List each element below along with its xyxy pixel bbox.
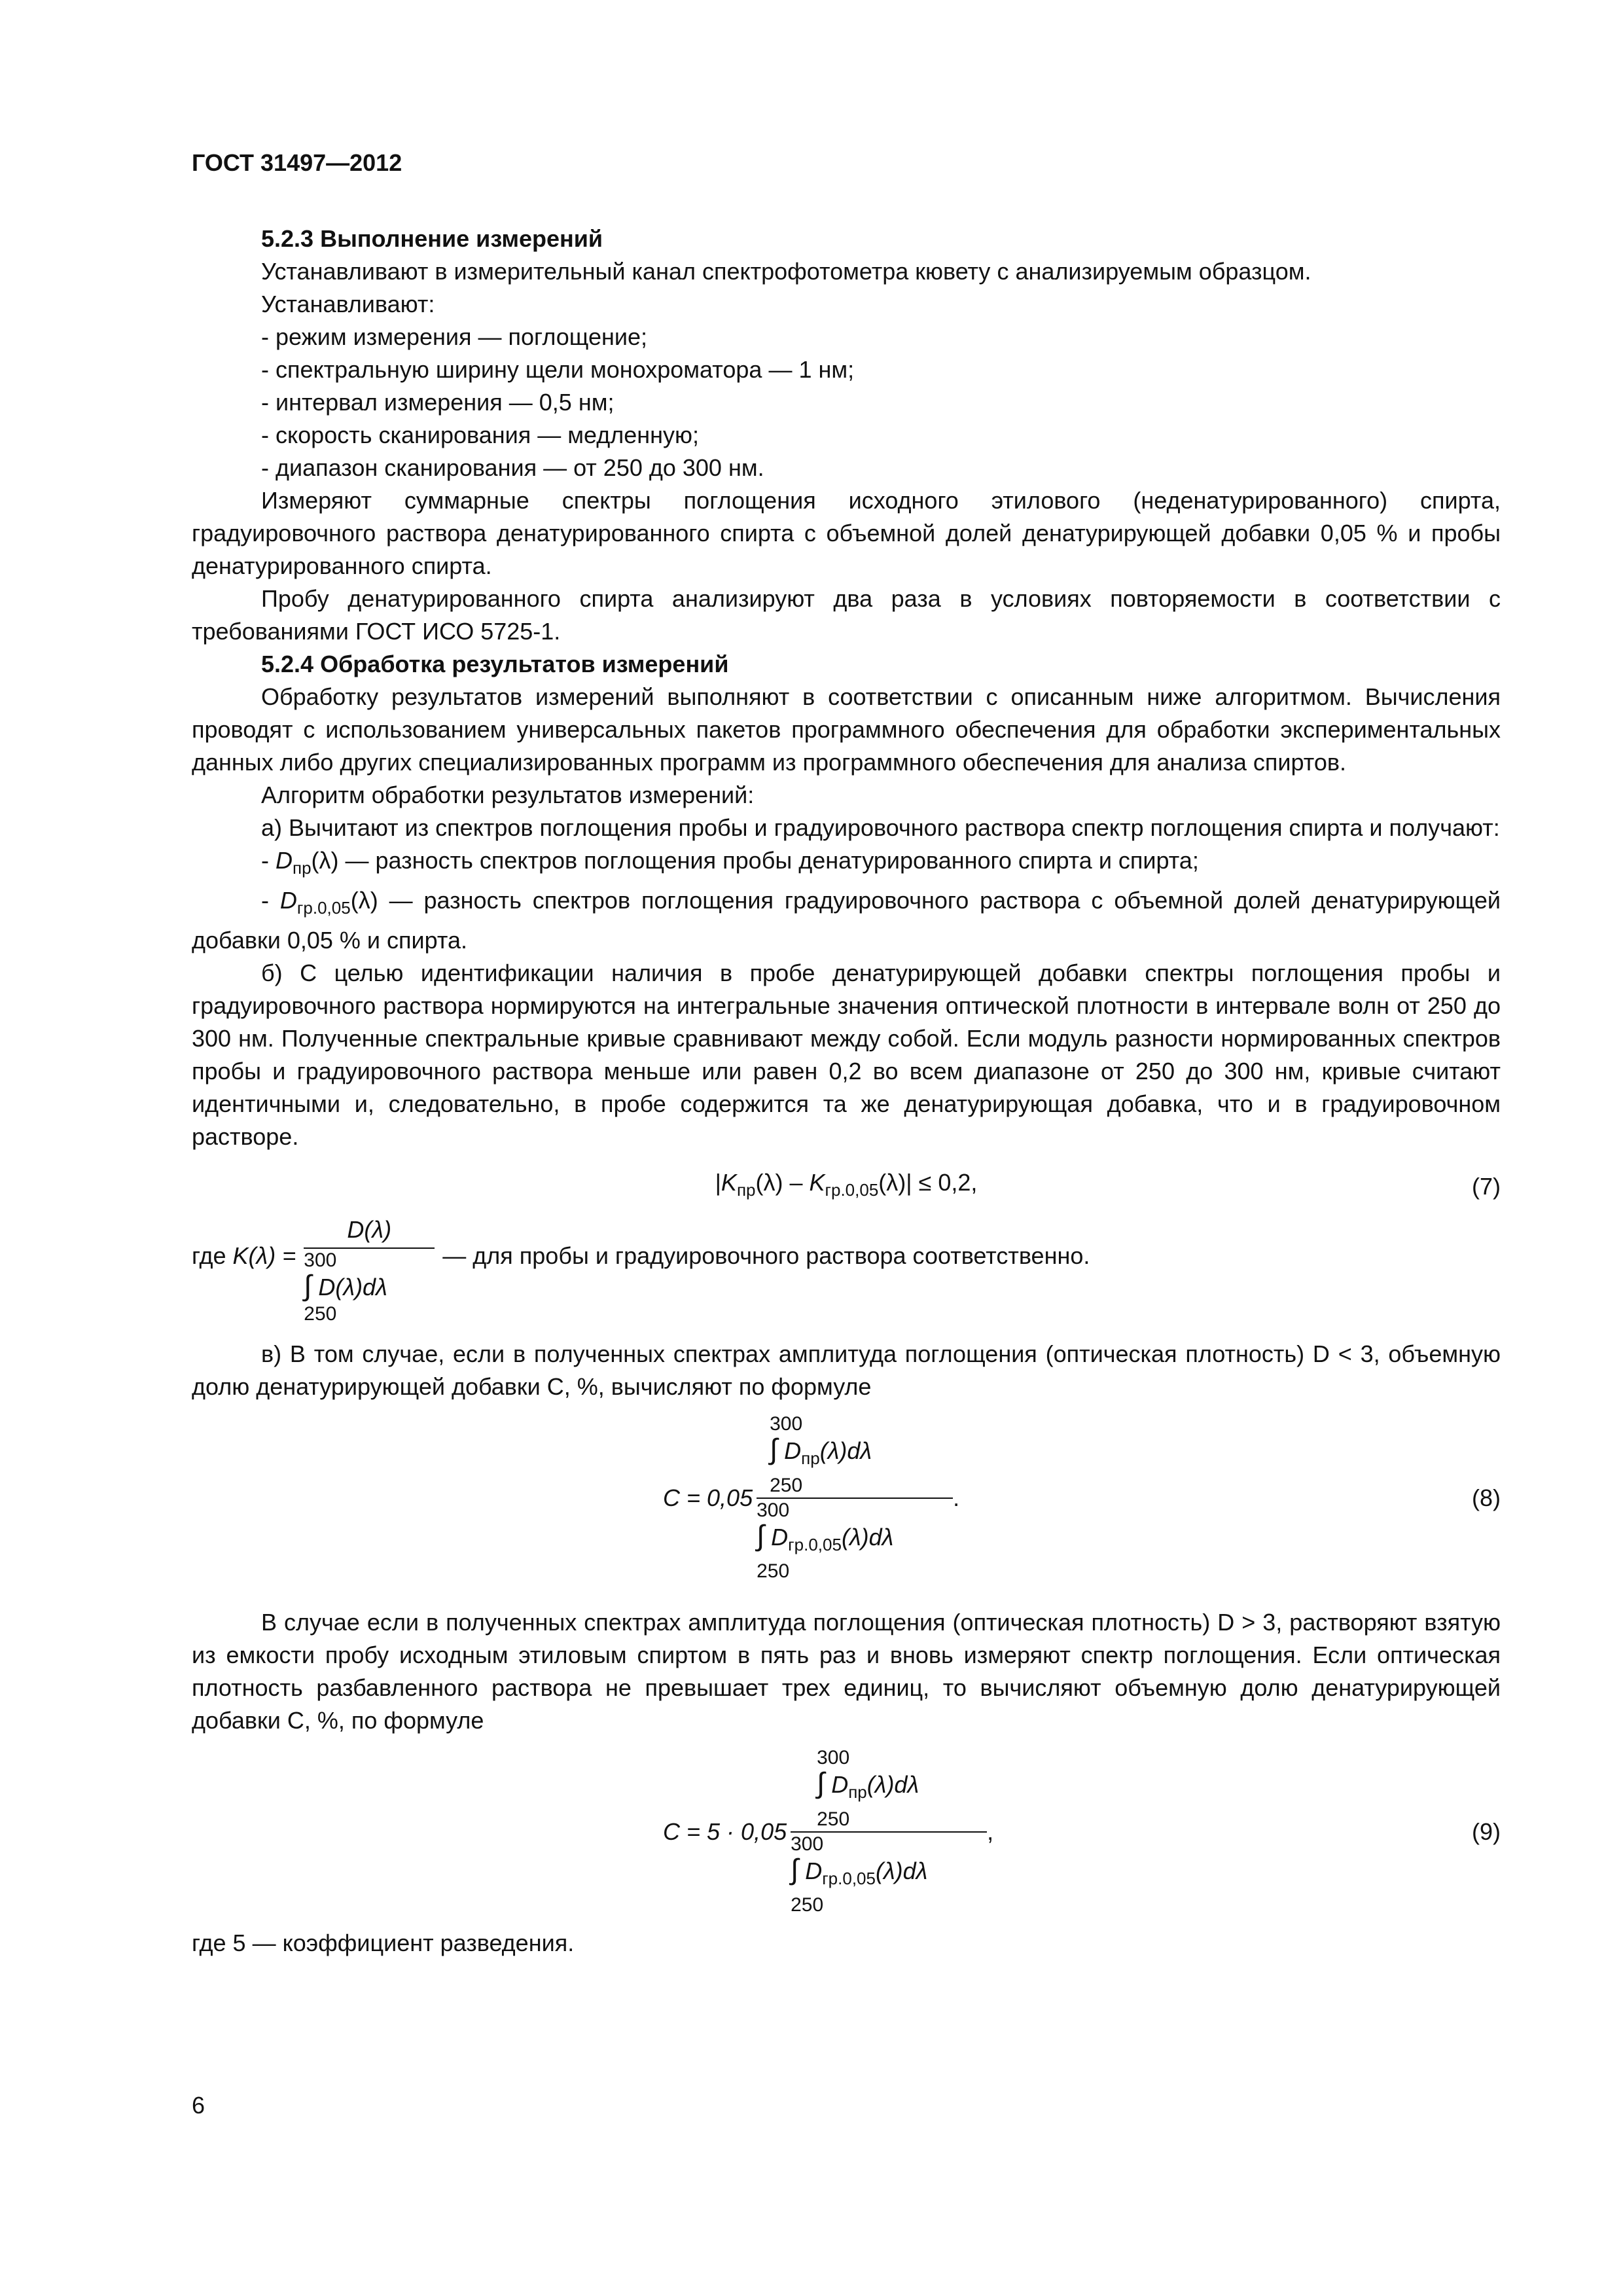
numerator-line — [791, 1768, 987, 1808]
formula-number: (9) — [1472, 1818, 1501, 1845]
formula-part: (λ)dλ — [875, 1857, 928, 1884]
where-k-definition — [192, 1213, 1501, 1325]
section-title-5-2-4: 5.2.4 Обработка результатов измерений — [261, 651, 729, 677]
subscript: пр — [293, 858, 312, 878]
formula-lhs: C = 5 · 0,05 — [663, 1818, 787, 1845]
list-item: - спектральную ширину щели монохроматора — 1 нм; — [261, 356, 855, 383]
integral-upper-limit: 300 — [817, 1747, 850, 1769]
k-fraction — [304, 1213, 435, 1325]
integral-sign-icon: ∫ — [770, 1433, 778, 1466]
fraction-bar — [757, 1498, 953, 1499]
paragraph: Алгоритм обработки результатов измерений: — [261, 781, 755, 808]
formula-end: . — [953, 1484, 960, 1511]
denominator-line — [757, 1521, 953, 1561]
formula-8-fraction — [757, 1414, 953, 1581]
paragraph: Устанавливают в измерительный канал спектрофотометра кювету с анализируемым образцом. — [261, 258, 1311, 285]
page-number: 6 — [192, 2092, 205, 2119]
definition-d-gr — [192, 884, 1501, 957]
symbol-d: D — [279, 887, 297, 914]
list-item: - скорость сканирования — медленную; — [261, 422, 700, 448]
subscript: гр.0,05 — [296, 898, 351, 918]
dash: - — [261, 887, 280, 914]
k-lambda-lhs: K(λ) = — [232, 1242, 296, 1269]
list-item: - режим измерения — поглощение; — [261, 323, 648, 350]
formula-7 — [192, 1166, 1501, 1206]
integral-lower-limit: 250 — [757, 1560, 790, 1582]
formula-7-body — [192, 1166, 1501, 1206]
symbol-d: D — [805, 1857, 823, 1884]
integral-upper-limit: 300 — [304, 1249, 337, 1271]
definition-text: (λ) — разность спектров поглощения пробы денатурированного спирта и спирта; — [311, 847, 1199, 874]
definition-d-pr — [192, 844, 1501, 884]
integral-upper-limit: 300 — [770, 1413, 803, 1435]
numerator-line — [757, 1435, 953, 1475]
integral-sign-icon: ∫ — [757, 1519, 765, 1552]
subscript: пр — [736, 1180, 756, 1200]
subscript: гр.0,05 — [822, 1868, 876, 1888]
subscript: гр.0,05 — [788, 1534, 842, 1554]
integral-lower-limit: 250 — [791, 1893, 824, 1916]
subscript: пр — [801, 1448, 820, 1469]
formula-part: (λ)| ≤ 0,2, — [878, 1169, 978, 1196]
integral-sign-icon: ∫ — [817, 1767, 825, 1800]
formula-part: (λ) – — [755, 1169, 810, 1196]
paragraph: где 5 — коэффициент разведения. — [192, 1929, 575, 1956]
symbol-d: D — [831, 1771, 849, 1799]
formula-part: (λ)dλ — [841, 1523, 894, 1551]
definition-text: (λ) — разность спектров поглощения градуировочного раствора с объемной долей денатурирующей добавки 0,05 % и спирта. — [192, 887, 1501, 954]
integral-sign-icon: ∫ — [304, 1269, 312, 1302]
subscript: пр — [848, 1782, 867, 1803]
formula-end: , — [987, 1818, 994, 1845]
paragraph: а) Вычитают из спектров поглощения пробы и градуировочного раствора спектр поглощения спирта и получают: — [261, 814, 1500, 841]
paragraph: Измеряют суммарные спектры поглощения исходного этилового (неденатурированного) спирта, градуировочного раствора денатурированного спирта с объемной долей денатурирующей добавки 0,05 % и пробы денатурированного спирта. — [192, 487, 1501, 579]
page-content — [192, 223, 1501, 1960]
formula-lhs: C = 0,05 — [663, 1484, 753, 1511]
formula-9 — [192, 1744, 1501, 1920]
list-item: - диапазон сканирования — от 250 до 300 нм. — [261, 454, 764, 481]
paragraph: б) С целью идентификации наличия в пробе денатурирующей добавки спектры поглощения пробы и градуировочного раствора нормируются на интегральные значения оптической плотности в интервале волн от 250 до 300 нм. Полученные спектральные кривые сравнивают между собой. Если модуль разности нормированных спектров пробы и градуировочного раствора меньше или равен 0,2 во всем диапазоне от 250 до 300 нм, кривые считают идентичными и, следовательно, в пробе содержится та же денатурирующая добавка, что и в градуировочном растворе. — [192, 960, 1501, 1151]
paragraph: В случае если в полученных спектрах амплитуда поглощения (оптическая плотность) D > 3, растворяют взятую из емкости пробу исходным этиловым спиртом в пять раз и вновь измеряют спектр поглощения. Если оптическая плотность разбавленного раствора не превышает трех единиц, то вычисляют объемную долю денатурирующей добавки C, %, по формуле — [192, 1608, 1501, 1734]
formula-9-body — [663, 1744, 993, 1920]
integral-upper-limit: 300 — [757, 1499, 790, 1521]
integral-lower-limit: 250 — [304, 1302, 337, 1325]
formula-part: (λ)dλ — [819, 1437, 872, 1465]
where-label: где — [192, 1242, 226, 1269]
doc-header: ГОСТ 31497—2012 — [192, 149, 402, 176]
paragraph: Обработку результатов измерений выполняют в соответствии с описанным ниже алгоритмом. Вычисления проводят с использованием универсальных пакетов программного обеспечения для обработки экспериментальных данных либо других специализированных программ из программного обеспечения для анализа спиртов. — [192, 683, 1501, 776]
where-k-text: — для пробы и градуировочного раствора соответственно. — [442, 1242, 1090, 1269]
formula-9-fraction — [791, 1748, 987, 1915]
formula-8-body — [663, 1410, 959, 1587]
symbol-d: D — [276, 847, 293, 874]
dash: - — [261, 847, 276, 874]
paragraph: в) В том случае, если в полученных спектрах амплитуда поглощения (оптическая плотность) D < 3, объемную долю денатурирующей добавки C, %, вычисляют по формуле — [192, 1340, 1501, 1400]
subscript: гр.0,05 — [825, 1180, 879, 1200]
formula-part: (λ)dλ — [866, 1771, 919, 1799]
symbol-d: D — [771, 1523, 789, 1551]
formula-number: (7) — [1472, 1172, 1501, 1200]
paragraph: Устанавливают: — [261, 291, 435, 317]
fraction-bar — [304, 1247, 435, 1249]
integral-line — [304, 1271, 435, 1304]
integral-lower-limit: 250 — [770, 1474, 803, 1496]
integral-lower-limit: 250 — [817, 1808, 850, 1830]
symbol-k: K — [809, 1169, 825, 1196]
formula-part: | — [715, 1169, 721, 1196]
symbol-k: K — [721, 1169, 737, 1196]
formula-number: (8) — [1472, 1484, 1501, 1511]
fraction-denominator: D(λ)dλ — [318, 1273, 387, 1300]
list-item: - интервал измерения — 0,5 нм; — [261, 389, 615, 416]
paragraph: Пробу денатурированного спирта анализируют два раза в условиях повторяемости в соответствии с требованиями ГОСТ ИСО 5725-1. — [192, 585, 1501, 645]
integral-upper-limit: 300 — [791, 1833, 824, 1855]
fraction-numerator: D(λ) — [347, 1215, 392, 1243]
section-title-5-2-3: 5.2.3 Выполнение измерений — [261, 225, 603, 252]
symbol-d: D — [784, 1437, 802, 1465]
fraction-bar — [791, 1831, 987, 1833]
denominator-line — [791, 1855, 987, 1895]
integral-sign-icon: ∫ — [791, 1853, 799, 1886]
formula-8 — [192, 1410, 1501, 1587]
